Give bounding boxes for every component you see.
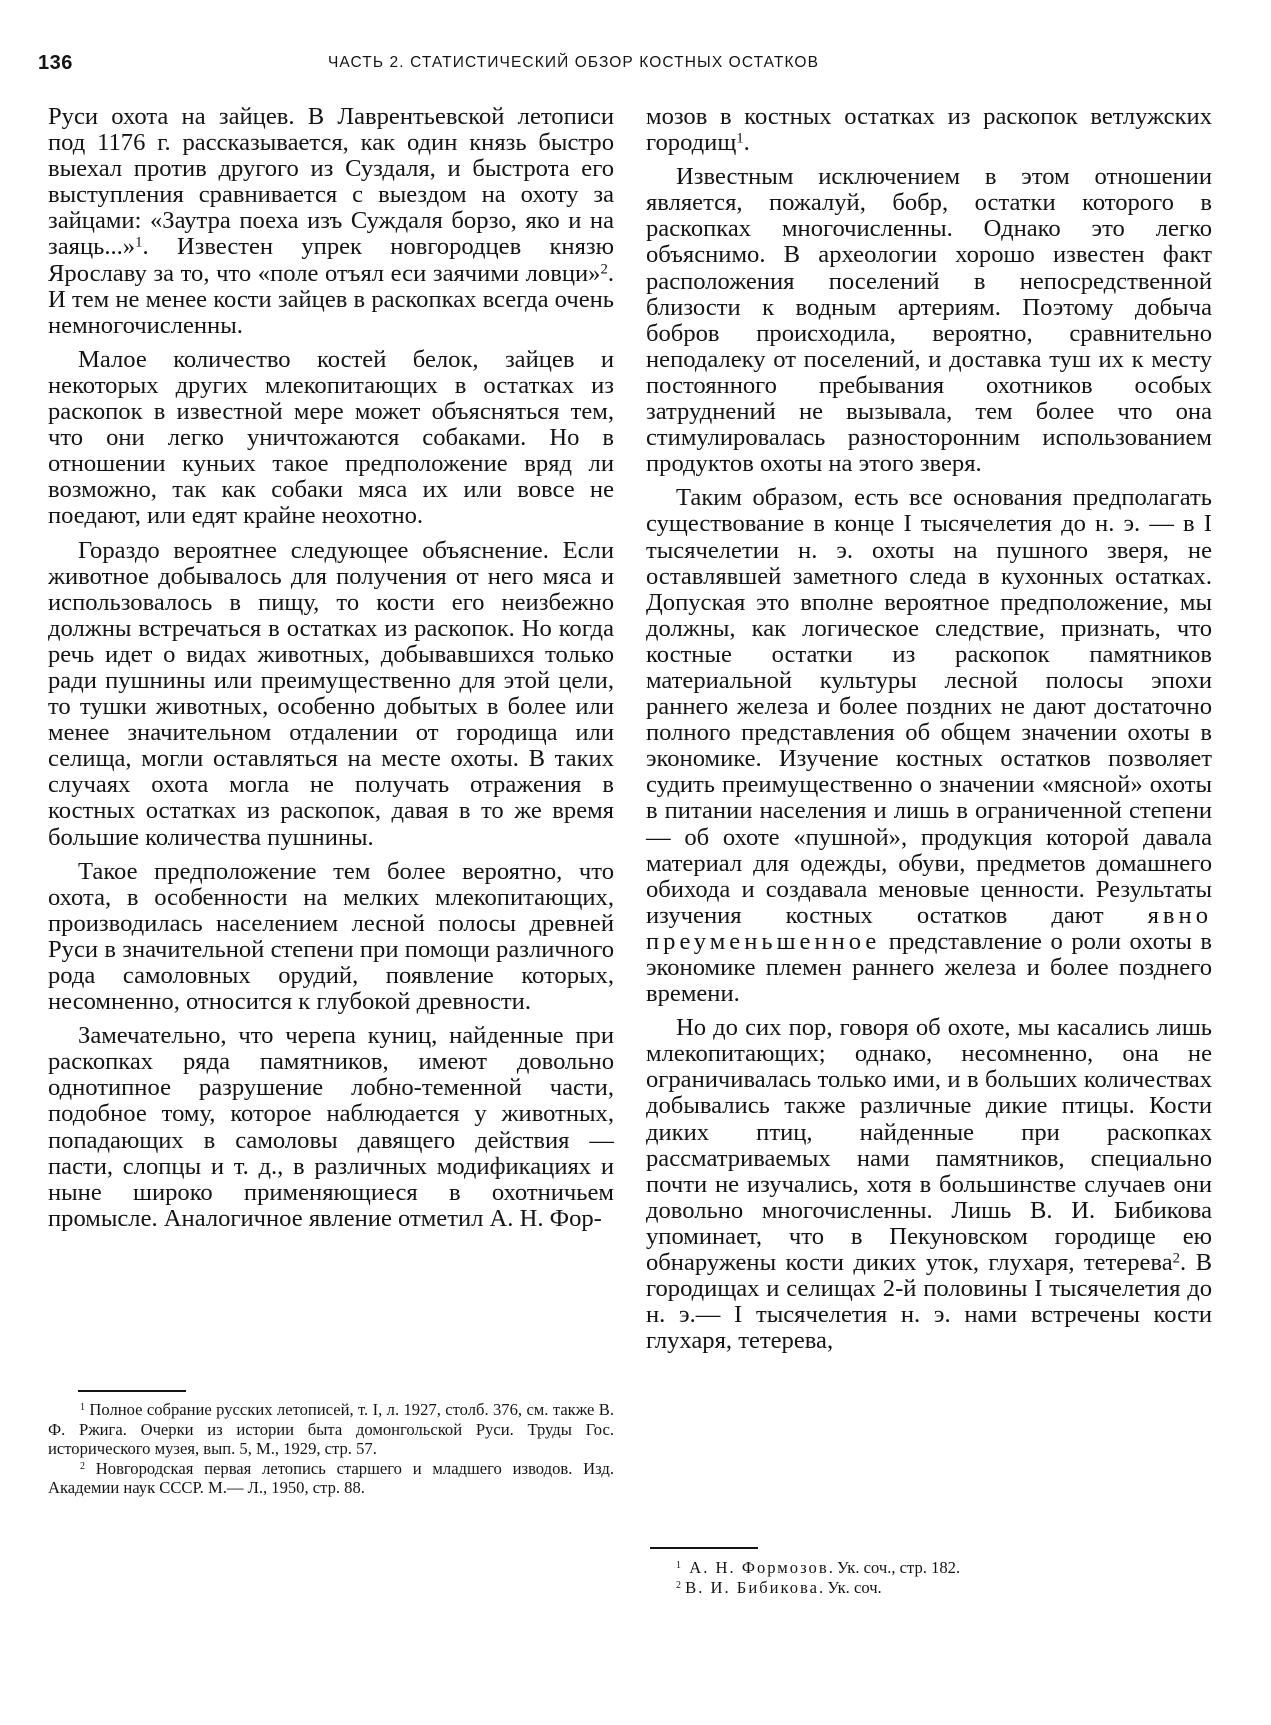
left-column: [48, 104, 614, 1232]
footnote-ref: 2: [1172, 1250, 1181, 1267]
emphasized-text: явно преуменьшенное: [646, 901, 1212, 955]
paragraph: [646, 1015, 1212, 1354]
footnote-divider: [650, 1547, 758, 1549]
footnotes-right: [676, 1558, 1212, 1597]
footnote-text: Полное собрание русских летописей, т. I, л. 1927, столб. 376, см. также В. Ф. Ржига. Очерки из истории быта домонгольской Руси. Труды Гос. исторического музея, вып. 5, М., 1929, стр. 57.: [48, 1400, 614, 1459]
paragraph: Малое количество костей белок, зайцев и некоторых других млекопитающих в остатках из раскопок в известной мере может объясняться тем, что они легко уничтожаются собаками. Но в отношении куньих такое предположение вряд ли возможно, так как собаки мяса их или вовсе не поедают, или едят крайне неохотно.: [48, 345, 614, 530]
paragraph: [646, 104, 1212, 156]
footnote-ref: 1: [135, 235, 143, 252]
paragraph: Замечательно, что черепа куниц, найденные при раскопках ряда памятников, имеют довольно однотипное разрушение лобно-теменной части, подобное тому, которое наблюдается у животных, попадающих в самоловы давящего действия — пасти, слопцы и т. д., в различных модификациях и ныне широко применяющиеся в охотничьем промысле. Аналогичное явление отметил А. Н. Фор-: [48, 1022, 614, 1232]
footnote-text: . Ук. соч.: [819, 1577, 882, 1597]
footnote-divider: [78, 1390, 186, 1392]
text-run: мозов в костных остатках из раскопок ветлужских городищ: [646, 103, 1212, 157]
footnote-number: 1: [676, 1560, 681, 1572]
footnote: [676, 1578, 1212, 1598]
right-column: [646, 104, 1212, 1354]
paragraph: [646, 485, 1212, 1007]
text-run: .: [743, 129, 750, 157]
footnote-number: 1: [80, 1402, 85, 1414]
footnote: [48, 1400, 614, 1459]
text-run: представление о роли охоты в экономике племен раннего железа и более позднего времени.: [646, 927, 1212, 1008]
page-header: [38, 52, 1234, 82]
footnote-author: В. И. Бибикова: [685, 1577, 820, 1597]
footnote: [48, 1459, 614, 1498]
paragraph: Известным исключением в этом отношении является, пожалуй, бобр, остатки которого в раскопках многочисленны. Однако это легко объяснимо. В археологии хорошо известен факт расположения поселений в непосредственной близости к водным артериям. Поэтому добыча бобров происходила, вероятно, сравнительно неподалеку от поселений, и доставка туш их к месту постоянного пребывания охотников особых затруднений не вызывала, тем более что она стимулировалась разносторонним использованием продуктов охоты на этого зверя.: [646, 163, 1212, 478]
text-run: Но до сих пор, говоря об охоте, мы касались лишь млекопитающих; однако, несомненно, она не ограничивалась только ими, и в больших количествах добывались также различные дикие птицы. Кости диких птиц, найденные при раскопках рассматриваемых нами памятников, специально почти не изучались, хотя в большинстве случаев они довольно многочисленны. Лишь В. И. Бибикова упоминает, что в Пекуновском городище ею обнаружены кости диких уток, глухаря, тетерева: [646, 1014, 1212, 1277]
footnote-author: А. Н. Формозов: [689, 1558, 829, 1577]
footnote-ref: 2: [600, 261, 608, 278]
text-run: . В городищах и селищах 2-й половины I тысячелетия до н. э.— I тысячелетия н. э. нами встречены кости глухаря, тетерева,: [646, 1249, 1212, 1355]
footnote-text: Новгородская первая летопись старшего и младшего изводов. Изд. Академии наук СССР. М.— Л., 1950, стр. 88.: [48, 1458, 614, 1498]
text-run: Руси охота на зайцев. В Лаврентьевской летописи под 1176 г. рассказывается, как один князь быстро выехал против другого из Суздаля, и быстрота его выступления сравнивается с выездом на охоту за зайцами: «Заутра поеха изъ Суждаля борзо, яко и на заяць...»: [48, 103, 614, 261]
running-title: ЧАСТЬ 2. СТАТИСТИЧЕСКИЙ ОБЗОР КОСТНЫХ ОСТАТКОВ: [328, 54, 820, 71]
text-run: . И тем не менее кости зайцев в раскопках всегда очень немногочисленны.: [48, 259, 614, 339]
text-run: . Известен упрек новгородцев князю Ярославу за то, что «поле отъял еси заячими ловци»: [48, 233, 614, 287]
footnote: [676, 1558, 1212, 1578]
page-number: 136: [38, 52, 73, 74]
footnote-number: 2: [676, 1579, 681, 1591]
text-run: Таким образом, есть все основания предполагать существование в конце I тысячелетия до н. э. — в I тысячелетии н. э. охоты на пушного зверя, не оставлявшей заметного следа в кухонных остатках. Допуская это вполне вероятное предположение, мы должны, как логическое следствие, признать, что костные остатки из раскопок памятников материальной культуры лесной полосы эпохи раннего железа и более поздних не дают достаточно полного представления об общем значении охоты в экономике. Изучение костных остатков позволяет судить преимущественно о значении «мясной» охоты в питании населения и лишь в ограниченной степени — об охоте «пушной», продукция которой давала материал для одежды, обуви, предметов домашнего обихода и создавала меновые ценности. Результаты изучения костных остатков дают: [646, 484, 1212, 929]
footnote-ref: 1: [736, 130, 744, 147]
paragraph: Такое предположение тем более вероятно, что охота, в особенности на мелких млекопитающих, производилась населением лесной полосы древней Руси в значительной степени при помощи различного рода самоловных орудий, появление которых, несомненно, относится к глубокой древности.: [48, 857, 614, 1016]
footnote-text: . Ук. соч., стр. 182.: [828, 1558, 961, 1577]
paragraph: [48, 104, 614, 339]
footnote-number: 2: [80, 1460, 85, 1472]
footnotes-left: [48, 1400, 614, 1498]
paragraph: Гораздо вероятнее следующее объяснение. Если животное добывалось для получения от него мяса и использовалось в пищу, то кости его неизбежно должны встречаться в остатках из раскопок. Но когда речь идет о видах животных, добывавшихся только ради пушнины или преимущественно для этой цели, то тушки животных, особенно добытых в более или менее значительном отдалении от городища или селища, могли оставляться на месте охоты. В таких случаях охота могла не получать отражения в костных остатках из раскопок, давая в то же время большие количества пушнины.: [48, 536, 614, 851]
